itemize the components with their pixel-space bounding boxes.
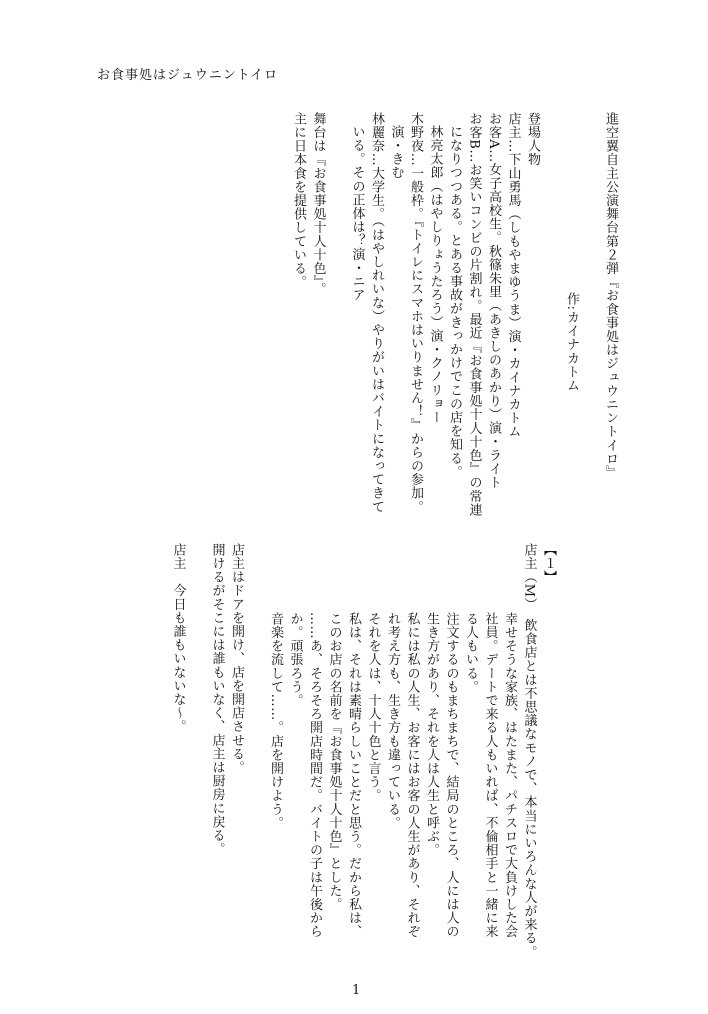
section-label: 【１】 <box>541 543 556 584</box>
monologue-line: る人もいる。 <box>463 611 478 694</box>
cast-line: 林亮太郎（はやしりょうたろう）演・クノリョー <box>427 125 443 425</box>
speaker-line: 店主（M） 飲食店とは不思議なモノで、本当にいろんな人が来る。 <box>521 543 537 959</box>
cast-line: 演・きむ <box>388 125 404 180</box>
page-number: 1 <box>352 983 361 998</box>
cast-line: お客A…女子高校生。秋篠朱里（あきしのあかり）演・ライト <box>486 112 501 490</box>
cast-line: 木野夜…一般枠。『トイレにスマホはいりません！』からの参加。 <box>408 112 423 514</box>
cast-line: お客B…お笑いコンビの片割れ。最近『お食事処十人十色』の常連 <box>466 112 482 517</box>
monologue-line: 社員。デートで来る人もいれば、不倫相手と一緒に来 <box>482 611 498 939</box>
monologue-line: 注文するのもまちまちで、結局のところ、人には人の <box>443 611 459 939</box>
cast-heading: 登場人物 <box>525 112 540 167</box>
title-and-cast-block <box>289 112 621 542</box>
monologue-line: れ考え方も、生き方も違っている。 <box>385 611 400 830</box>
cast-line: 林麗奈…大学生。（はやしれいな）やりがいはバイトになってきて <box>369 112 384 514</box>
monologue-line: ……あ、そろそろ開店時間だ。バイトの子は午後から <box>307 611 322 939</box>
stage-direction: 店主はドアを開け、店を開店させる。 <box>229 543 244 775</box>
monologue-line: 私には私の人生、お客にはお客の人生があり、それぞ <box>404 611 420 939</box>
scene-one-block <box>168 543 558 959</box>
monologue-line: か。頑張ろう。 <box>287 611 303 708</box>
setting-line: 主に日本食を提供している。 <box>291 112 306 289</box>
cast-line: 店主…下山勇馬（しもやまゆうま）演・カイナカトム <box>505 112 521 439</box>
running-header: お食事処はジュウニントイロ <box>97 68 279 83</box>
cast-line: になりつつある。とある事故がきっかけでこの店を知る。 <box>447 125 462 479</box>
setting-line: 舞台は『お食事処十人十色』。 <box>310 112 326 296</box>
monologue-line: それを人は、十人十色と言う。 <box>365 611 381 803</box>
play-title: 進空翼自主公演舞台第２弾『お食事処はジュウニントイロ』 <box>603 112 618 480</box>
monologue-line: 生き方があり、それを人は人生と呼ぶ。 <box>424 611 439 857</box>
stage-direction: 開けるがそこには誰もいなく、店主は厨房に戻る。 <box>209 543 225 856</box>
monologue-line: 音楽を流して……。店を開けよう。 <box>268 611 283 830</box>
dialogue-line: 店主 今日も誰もいないな〜。 <box>170 543 186 734</box>
monologue-line: 私は、それは素晴らしいことだと思う。だから私は、 <box>346 611 361 939</box>
cast-line: いる。その正体は？演・ニア <box>349 125 365 302</box>
monologue-line: このお店の名前を『お食事処十人十色』とした。 <box>326 611 342 912</box>
author-credit: 作:カイナカトム <box>564 292 579 393</box>
monologue-line: 幸せそうな家族、はたまた、パチスロで大負けした会 <box>502 611 517 939</box>
